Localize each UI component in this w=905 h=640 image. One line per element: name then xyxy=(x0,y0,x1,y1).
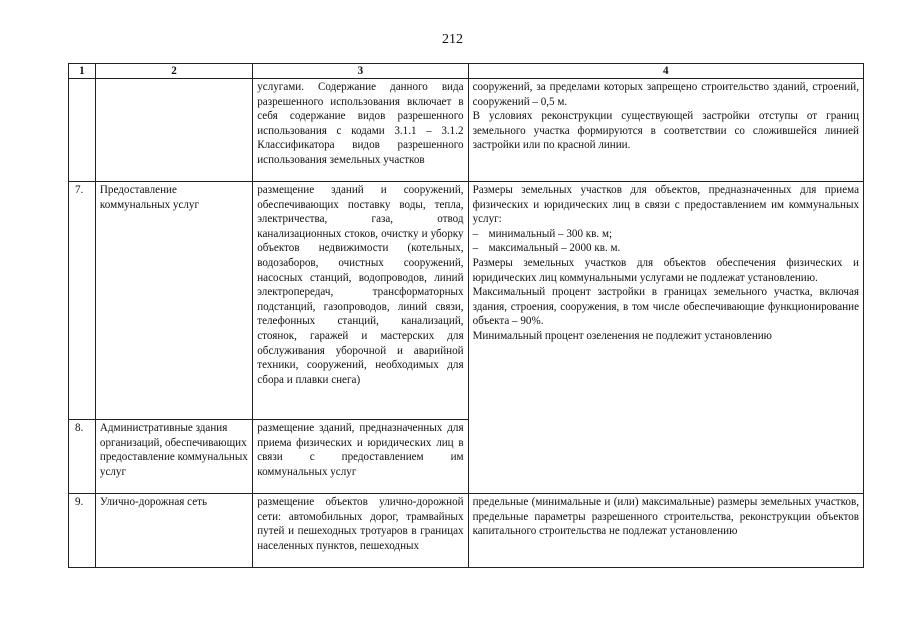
continuation-parameters xyxy=(468,79,863,182)
parameters-paragraph: сооружений, за пределами которых запрещено строительство зданий, строений, сооружений – 0,5 м. xyxy=(472,81,859,108)
use-type-description: размещение зданий, предназначенных для приема физических и юридических лиц в связи с предоставлением им коммунальных услуг xyxy=(253,420,468,494)
table-row-continuation xyxy=(69,79,864,182)
page-number: 212 xyxy=(442,32,463,47)
parameters-paragraph: Размеры земельных участков для объектов, предназначенных для приема физических и юридических лиц в связи с предоставлением им коммунальных услуг: xyxy=(472,184,859,226)
use-type-description: размещение объектов улично-дорожной сети: автомобильных дорог, трамвайных путей и пешеходных тротуаров в границах населенных пунктов, пешеходных xyxy=(253,494,468,568)
cell-empty xyxy=(95,79,252,182)
continuation-description: услугами. Содержание данного вида разрешенного использования включает в себя содержание видов разрешенного использования с кодами 3.1.1 – 3.1.2 Классификатора видов разрешенного использования земельных участков xyxy=(253,79,468,182)
land-use-table xyxy=(68,63,864,568)
row-number: 8. xyxy=(69,420,96,494)
cell-empty xyxy=(69,79,96,182)
table-row-7 xyxy=(69,182,864,420)
parameters-paragraph: Минимальный процент озеленения не подлежит установлению xyxy=(472,329,772,342)
dash-marker: – xyxy=(472,242,479,255)
bullet-item: – минимальный – 300 кв. м; xyxy=(472,227,613,240)
column-header-3: 3 xyxy=(253,64,468,79)
row-number: 7. xyxy=(69,182,96,420)
table-header-row xyxy=(69,64,864,79)
column-header-4: 4 xyxy=(468,64,863,79)
use-type-description: размещение зданий и сооружений, обеспечивающих поставку воды, тепла, электричества, газа, отвод канализационных стоков, очистку и уборку объектов недвижимости (котельных, водозаборов, очистных сооружений, насосных станций, водопроводов, линий электропередач, трансформаторных подстанций, газопроводов, линий связи, телефонных станций, канализаций, стоянок, гаражей и мастерских для обслуживания уборочной и аварийной техники, сооружений, необходимых для сбора и плавки снега) xyxy=(253,182,468,420)
use-type-parameters: предельные (минимальные и (или) максимальные) размеры земельных участков, предельные параметры разрешенного строительства, реконструкции объектов капитального строительства не подлежат установлению xyxy=(468,494,863,568)
column-header-1: 1 xyxy=(69,64,96,79)
column-header-2: 2 xyxy=(95,64,252,79)
parameters-paragraph: Максимальный процент застройки в границах земельного участка, включая здания, строения, сооружения, в том числе обеспечивающие функционирование объекта – 90%. xyxy=(472,286,859,328)
table-row-9 xyxy=(69,494,864,568)
parameters-paragraph: Размеры земельных участков для объектов обеспечения физических и юридических лиц коммунальными услугами не подлежат установлению. xyxy=(472,256,859,284)
row-number: 9. xyxy=(69,494,96,568)
use-type-name: Предоставление коммунальных услуг xyxy=(95,182,252,420)
use-type-name: Административные здания организаций, обеспечивающих предоставление коммунальных услуг xyxy=(95,420,252,494)
dash-marker: – xyxy=(472,227,479,240)
parameters-paragraph: В условиях реконструкции существующей застройки отступы от границ земельного участка формируются в соответствии со сложившейся линией застройки или по красной линии. xyxy=(472,110,859,152)
bullet-item: – максимальный – 2000 кв. м. xyxy=(472,242,621,255)
use-type-name: Улично-дорожная сеть xyxy=(95,494,252,568)
shared-parameters-cell xyxy=(468,182,863,494)
